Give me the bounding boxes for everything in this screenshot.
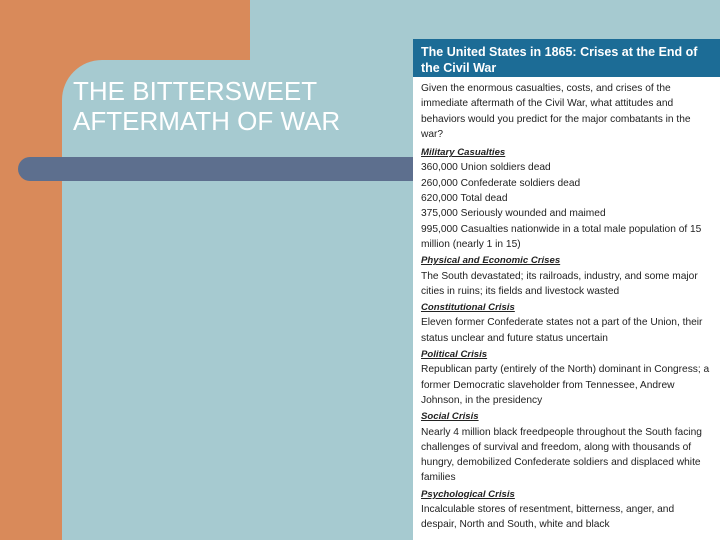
stat-line: 375,000 Seriously wounded and maimed [421, 208, 606, 220]
document-intro: Given the enormous casualties, costs, and crises of the immediate aftermath of the Civil War, what attitudes and behaviors would you predict for the major combatants in the war? [421, 83, 691, 140]
social-heading: Social Crisis [421, 411, 479, 423]
stat-line: 360,000 Union soldiers dead [421, 162, 551, 174]
stat-line: 260,000 Confederate soldiers dead [421, 177, 581, 189]
document-body [413, 77, 720, 533]
slide-title: THE BITTERSWEET AFTERMATH OF WAR [73, 76, 341, 136]
social-text: Nearly 4 million black freedpeople throughout the South facing challenges of survival and freedom, along with thousands of hungry, demobilized Confederate soldiers and displaced white families [421, 426, 702, 484]
constitutional-heading: Constitutional Crisis [421, 302, 515, 314]
political-text: Republican party (entirely of the North) dominant in Congress; a former Democratic slaveholder from Tennessee, Andrew Johnson, in the presidency [421, 364, 710, 406]
physical-economic-text: The South devastated; its railroads, industry, and some major cities in ruins; its fields and livestock wasted [421, 270, 698, 297]
military-casualties-heading: Military Casualties [421, 147, 506, 159]
political-heading: Political Crisis [421, 349, 488, 361]
psychological-heading: Psychological Crisis [421, 488, 515, 500]
physical-economic-heading: Physical and Economic Crises [421, 255, 561, 267]
document-header: The United States in 1865: Crises at the End of the Civil War [413, 39, 720, 77]
stat-line: 995,000 Casualties nationwide in a total male population of 15 million (nearly 1 in 15) [421, 223, 702, 250]
document-image [413, 39, 720, 540]
stat-line: 620,000 Total dead [421, 193, 508, 205]
orange-left-strip [0, 0, 62, 540]
constitutional-text: Eleven former Confederate states not a part of the Union, their status unclear and future status uncertain [421, 317, 703, 344]
psychological-text: Incalculable stores of resentment, bitterness, anger, and despair, North and South, white and black [421, 504, 675, 531]
